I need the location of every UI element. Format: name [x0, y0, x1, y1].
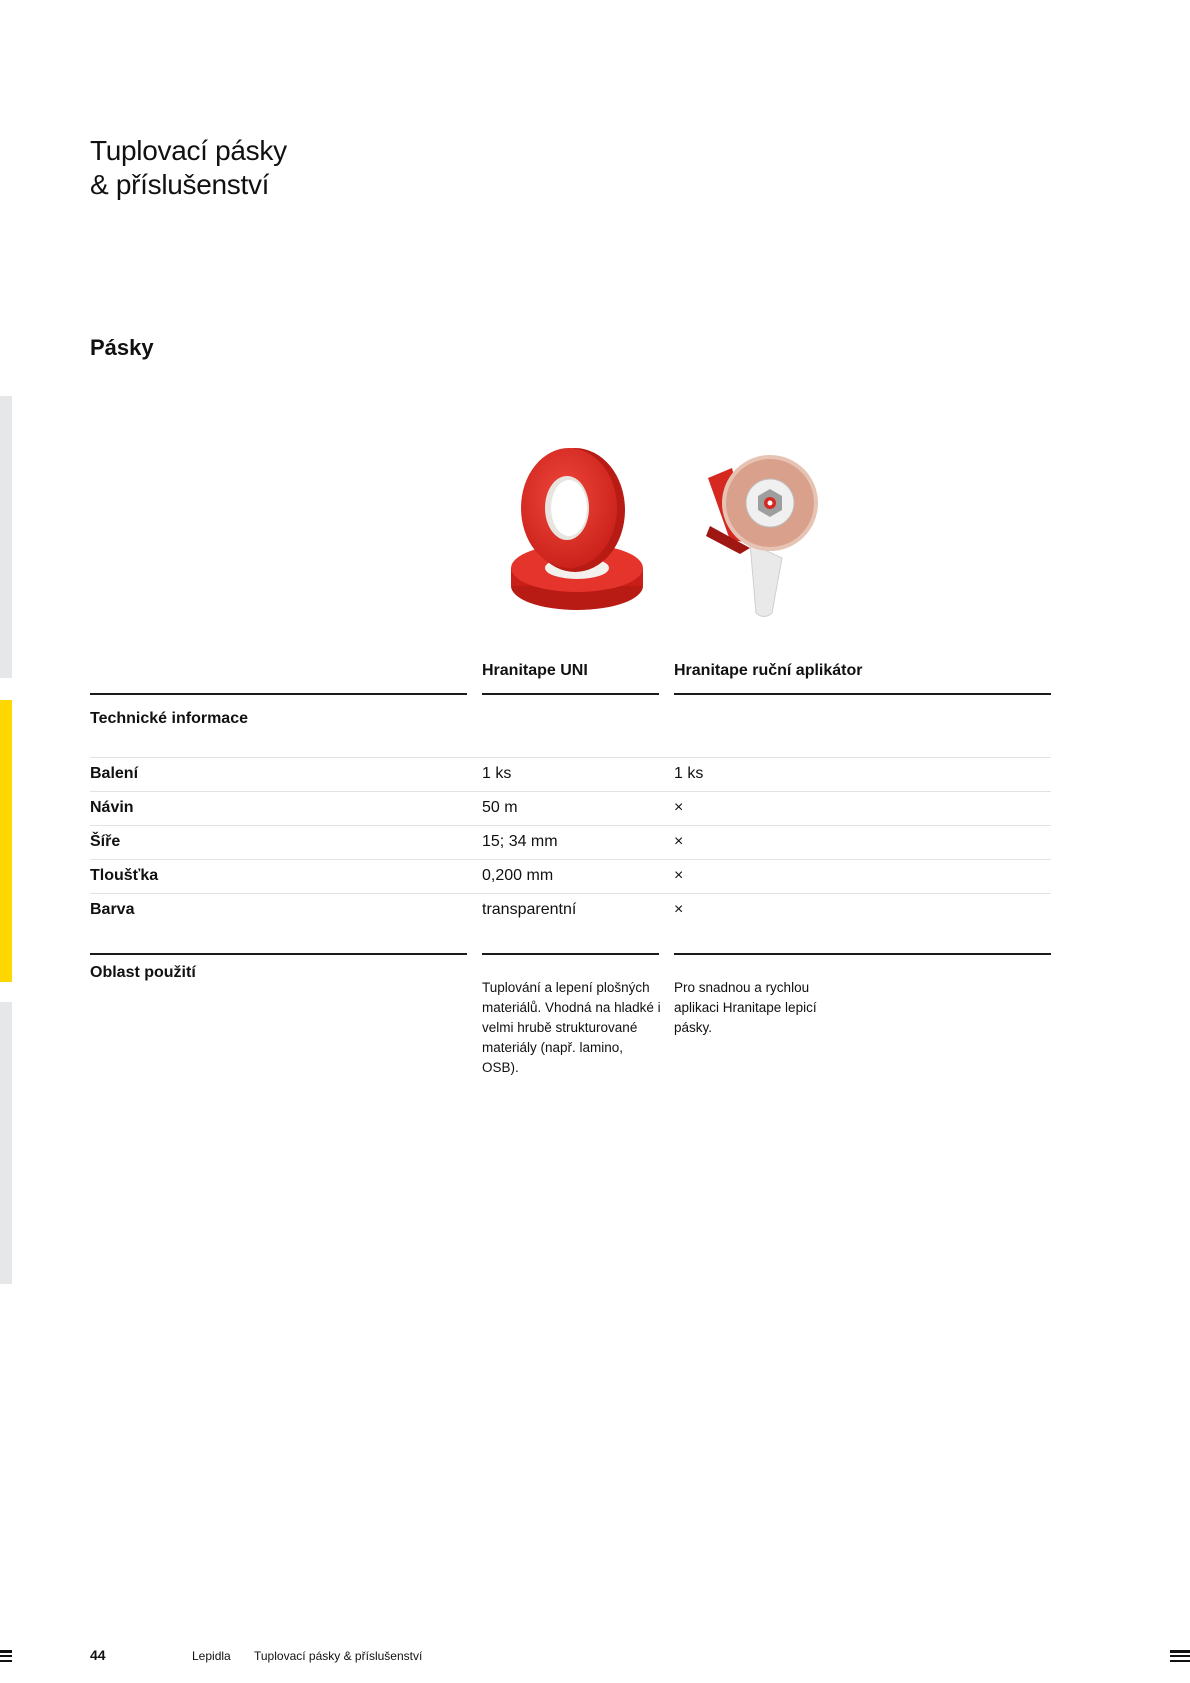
- row-label-navin: Návin: [90, 799, 134, 816]
- rule-usage-label-col: [90, 953, 467, 955]
- rule-header-col2: [674, 693, 1051, 695]
- column-header-hranitape-uni: Hranitape UNI: [482, 662, 588, 679]
- cell-navin-uni: 50 m: [482, 799, 518, 816]
- row-label-barva: Barva: [90, 901, 135, 918]
- page-title: [90, 134, 287, 202]
- usage-text-uni: Tuplování a lepení plošných materiálů. Vhodná na hladké i velmi hrubě strukturované materiály (např. lamino, OSB).: [482, 980, 661, 1075]
- cell-tloustka-uni: 0,200 mm: [482, 867, 554, 884]
- rule-usage-col1: [482, 953, 659, 955]
- tape-dispenser-image: [690, 448, 840, 618]
- rule-usage-col2: [674, 953, 1051, 955]
- row-label-oblast-pouziti: Oblast použití: [90, 964, 196, 981]
- footer-section: Tuplovací pásky & příslušenství: [254, 1649, 423, 1663]
- cell-barva-aplikator: ×: [674, 901, 684, 918]
- cell-barva-uni: transparentní: [482, 901, 577, 918]
- row-label-tloustka: Tloušťka: [90, 867, 159, 884]
- cell-sire-uni: 15; 34 mm: [482, 833, 558, 850]
- rule-header-col1: [482, 693, 659, 695]
- row-label-baleni: Balení: [90, 765, 139, 782]
- row-divider: [90, 757, 1051, 758]
- cell-tloustka-aplikator: ×: [674, 867, 684, 884]
- row-divider: [90, 825, 1051, 826]
- menu-icon-left[interactable]: [0, 1650, 12, 1662]
- footer-category: Lepidla: [192, 1649, 231, 1663]
- cell-navin-aplikator: ×: [674, 799, 684, 816]
- cell-baleni-aplikator: 1 ks: [674, 765, 704, 782]
- page-number: 44: [90, 1647, 106, 1663]
- page-title-line2: & příslušenství: [90, 169, 270, 200]
- red-tape-roll-image: [505, 448, 655, 618]
- side-tab-grey-top: [0, 396, 12, 678]
- row-divider: [90, 893, 1051, 894]
- usage-text-aplikator: Pro snadnou a rychlou aplikaci Hranitape lepicí pásky.: [674, 980, 817, 1035]
- cell-sire-aplikator: ×: [674, 833, 684, 850]
- column-header-hranitape-aplikator: Hranitape ruční aplikátor: [674, 662, 863, 679]
- page-title-line1: Tuplovací pásky: [90, 135, 287, 166]
- cell-baleni-uni: 1 ks: [482, 765, 512, 782]
- section-heading: Pásky: [90, 335, 154, 360]
- row-label-sire: Šíře: [90, 833, 121, 850]
- row-divider: [90, 791, 1051, 792]
- group-label-technical-info: Technické informace: [90, 710, 248, 727]
- menu-icon-right[interactable]: [1170, 1650, 1190, 1662]
- side-tab-active-yellow: [0, 700, 12, 982]
- rule-header-label-col: [90, 693, 467, 695]
- row-divider: [90, 859, 1051, 860]
- side-tab-grey-bottom: [0, 1002, 12, 1284]
